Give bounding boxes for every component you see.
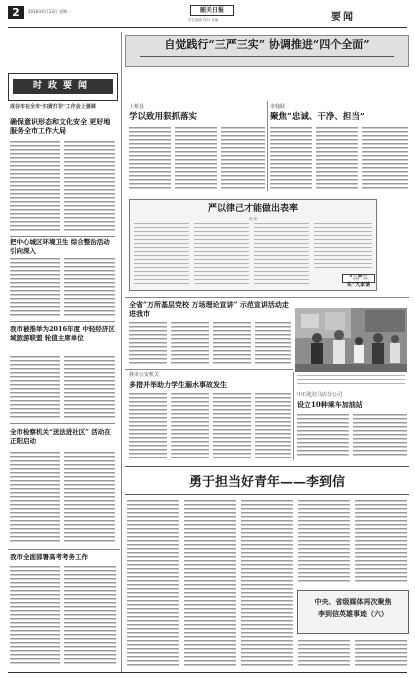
feature-text-column (241, 500, 293, 668)
page-number: 2 (8, 6, 24, 19)
story-kicker: 上蔡县 (129, 104, 145, 110)
section-header: 时政要闻 (13, 79, 113, 94)
paper-tag: 韶关日报 (190, 5, 234, 16)
story-text-column (316, 127, 358, 189)
story-text-column (175, 127, 217, 189)
story-text-column (10, 452, 60, 542)
story-text-column (213, 393, 251, 458)
story-headline[interactable]: 我市全面部署高考考务工作 (10, 553, 88, 561)
story-text-column (362, 127, 408, 189)
story-headline[interactable]: 我市被推举为2016年度 中轻经济区域旅游联盟 轮值主席单位 (10, 325, 115, 342)
series-box-title[interactable]: 中央、省级媒体再次聚焦 (314, 597, 392, 606)
feature-text-column (184, 500, 236, 668)
edition-credits: 责任编辑 校对 美编 (188, 18, 219, 22)
divider (10, 423, 115, 424)
banner-headline: 自觉践行“三严三实” 协调推进“四个全面” (164, 38, 370, 51)
commentary-title[interactable]: 严以律己才能做出表率 (207, 204, 298, 214)
story-text-column (10, 141, 60, 233)
story-text-column (255, 393, 291, 458)
story-text-column (10, 566, 60, 666)
story-headline[interactable]: 全省“万所基层党校 万场理论宣讲” 示范宣讲活动走进我市 (129, 300, 289, 318)
column-rule (293, 372, 294, 460)
feature-rule-bottom (125, 494, 409, 495)
story-headline[interactable]: 全市检察机关“送法进社区” 活动在正阳启动 (10, 428, 111, 445)
news-photo (295, 308, 407, 372)
story-text-column (129, 322, 167, 364)
commentary-text-column (254, 223, 309, 285)
banner-rule (140, 56, 394, 57)
story-text-column (64, 566, 116, 666)
story-headline[interactable]: 确保意识形态和文化安全 更好地服务全市工作大局 (10, 117, 111, 135)
story-text-column (171, 393, 209, 458)
feature-text-column (298, 500, 350, 584)
divider (125, 369, 293, 370)
divider (10, 236, 115, 237)
story-text-column (270, 127, 312, 189)
feature-text-column (298, 640, 350, 668)
story-text-column (64, 258, 115, 318)
dateline: 2016年6月13日 星期一 (28, 9, 72, 14)
story-text-column (64, 141, 115, 233)
column-rule (267, 101, 268, 191)
column-rule (121, 32, 122, 672)
story-kicker: 中石化驻马店分公司 (297, 392, 343, 398)
story-text-column (255, 322, 291, 364)
divider (125, 297, 409, 298)
photo-caption (297, 375, 405, 387)
story-headline[interactable]: 聚焦“忠诚、干净、担当” (270, 112, 365, 122)
story-headline[interactable]: 设立10种乘车加油站 (297, 400, 363, 409)
commentary-author: 徐 扬 (248, 217, 258, 221)
feature-text-column (355, 640, 407, 668)
story-text-column (213, 322, 251, 364)
story-text-column (64, 452, 115, 542)
feature-text-column (127, 500, 179, 668)
series-box-subtitle[interactable]: 李到信英雄事迹（六） (318, 609, 388, 618)
commentary-text-column (194, 223, 249, 285)
story-text-column (221, 127, 265, 189)
top-rule (8, 27, 407, 28)
story-headline[interactable]: 多措并举助力学生溺水事故发生 (129, 380, 227, 389)
series-badge: “三严三实”大家谈 (342, 274, 375, 283)
divider (10, 321, 115, 322)
story-headline[interactable]: 把中心城区环境卫生 综合整治活动引向深入 (10, 238, 110, 255)
commentary-text-column (134, 223, 189, 285)
story-text-column (171, 322, 209, 364)
story-text-column (353, 414, 407, 458)
story-text-column (129, 393, 167, 458)
divider (8, 549, 120, 550)
feature-rule-top (125, 466, 409, 467)
section-title: 要闻 (331, 12, 355, 23)
story-headline[interactable]: 学以致用狠抓落实 (129, 112, 198, 122)
photo-illustration (295, 308, 407, 372)
story-kicker: 市残联 (270, 104, 286, 110)
feature-headline[interactable]: 勇于担当好青年——李到信 (188, 475, 345, 490)
story-pre-headline: 成谷市在全市“扫黄打非”工作会上强调 (10, 104, 96, 110)
story-kicker: 我市公安机关 (129, 372, 160, 378)
story-text-column (10, 258, 60, 318)
story-text-column (64, 356, 115, 420)
story-text-column (129, 127, 171, 189)
bottom-rule (8, 672, 407, 673)
story-text-column (10, 356, 60, 420)
feature-text-column (355, 500, 407, 584)
story-text-column (297, 414, 349, 458)
commentary-text-column (314, 223, 372, 269)
